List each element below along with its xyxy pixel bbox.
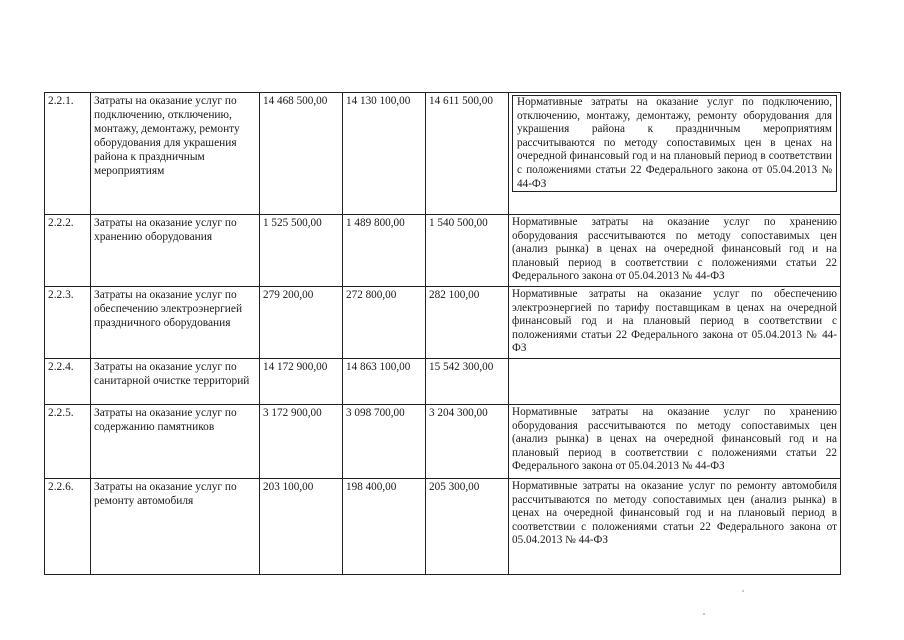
row-number: 2.2.4. bbox=[45, 359, 91, 405]
table-row bbox=[45, 405, 841, 479]
amount-year-2: 3 098 700,00 bbox=[343, 405, 426, 479]
calculation-note: Нормативные затраты на оказание услуг по обеспечению электроэнергией по тарифу поставщикам в ценах на очередной финансовый год и на плановый период в соответствии с положениями статьи 22 Федерального закона от 05.04.2013 № 44-ФЗ bbox=[509, 287, 841, 359]
row-number: 2.2.1. bbox=[45, 93, 91, 215]
amount-year-1: 14 468 500,00 bbox=[260, 93, 343, 215]
row-number: 2.2.2. bbox=[45, 215, 91, 287]
row-number: 2.2.3. bbox=[45, 287, 91, 359]
amount-year-3: 14 611 500,00 bbox=[426, 93, 509, 215]
amount-year-1: 279 200,00 bbox=[260, 287, 343, 359]
amount-year-3: 282 100,00 bbox=[426, 287, 509, 359]
amount-year-1: 1 525 500,00 bbox=[260, 215, 343, 287]
cost-item-name: Затраты на оказание услуг по обеспечению электроэнергией праздничного оборудования bbox=[91, 287, 260, 359]
calculation-note bbox=[509, 359, 841, 405]
row-number: 2.2.5. bbox=[45, 405, 91, 479]
scan-speck bbox=[703, 613, 705, 615]
cost-item-name: Затраты на оказание услуг по подключению, отключению, монтажу, демонтажу, ремонту оборудования для украшения района к праздничным мероприятиям bbox=[91, 93, 260, 215]
table-row bbox=[45, 479, 841, 575]
cost-item-name: Затраты на оказание услуг по содержанию памятников bbox=[91, 405, 260, 479]
amount-year-3: 1 540 500,00 bbox=[426, 215, 509, 287]
calculation-note: Нормативные затраты на оказание услуг по хранению оборудования рассчитываются по методу сопоставимых цен (анализ рынка) в ценах на очередной финансовый год и на плановый период в соответствии с положениями статьи 22 Федерального закона от 05.04.2013 № 44-ФЗ bbox=[509, 215, 841, 287]
amount-year-2: 14 863 100,00 bbox=[343, 359, 426, 405]
amount-year-3: 15 542 300,00 bbox=[426, 359, 509, 405]
amount-year-1: 14 172 900,00 bbox=[260, 359, 343, 405]
amount-year-2: 198 400,00 bbox=[343, 479, 426, 575]
table-row bbox=[45, 287, 841, 359]
cost-item-name: Затраты на оказание услуг по хранению оборудования bbox=[91, 215, 260, 287]
amount-year-3: 205 300,00 bbox=[426, 479, 509, 575]
calculation-note: Нормативные затраты на оказание услуг по ремонту автомобиля рассчитываются по методу сопоставимых цен (анализ рынка) в ценах на очередной финансовый год и на плановый период в соответствии с положениями статьи 22 Федерального закона от 05.04.2013 № 44-ФЗ bbox=[509, 479, 841, 575]
cost-table bbox=[44, 92, 841, 575]
table-row bbox=[45, 359, 841, 405]
row-number: 2.2.6. bbox=[45, 479, 91, 575]
cost-item-name: Затраты на оказание услуг по санитарной очистке территорий bbox=[91, 359, 260, 405]
calculation-note-cell bbox=[509, 93, 841, 215]
amount-year-2: 1 489 800,00 bbox=[343, 215, 426, 287]
amount-year-2: 272 800,00 bbox=[343, 287, 426, 359]
calculation-note: Нормативные затраты на оказание услуг по хранению оборудования рассчитываются по методу сопоставимых цен (анализ рынка) в ценах на очередной финансовый год и на плановый период в соответствии с положениями статьи 22 Федерального закона от 05.04.2013 № 44-ФЗ bbox=[509, 405, 841, 479]
scan-speck bbox=[742, 590, 744, 592]
amount-year-3: 3 204 300,00 bbox=[426, 405, 509, 479]
amount-year-2: 14 130 100,00 bbox=[343, 93, 426, 215]
amount-year-1: 203 100,00 bbox=[260, 479, 343, 575]
table-row bbox=[45, 215, 841, 287]
cost-item-name: Затраты на оказание услуг по ремонту автомобиля bbox=[91, 479, 260, 575]
table-row bbox=[45, 93, 841, 215]
amount-year-1: 3 172 900,00 bbox=[260, 405, 343, 479]
calculation-note: Нормативные затраты на оказание услуг по подключению, отключению, монтажу, демонтажу, ремонту оборудования для украшения района к праздничным мероприятиям рассчитываются по методу сопоставимых цен в ценах на очередной финансовый год и на плановый период в соответствии с положениями статьи 22 Федерального закона от 05.04.2013 № 44-ФЗ bbox=[512, 95, 837, 192]
